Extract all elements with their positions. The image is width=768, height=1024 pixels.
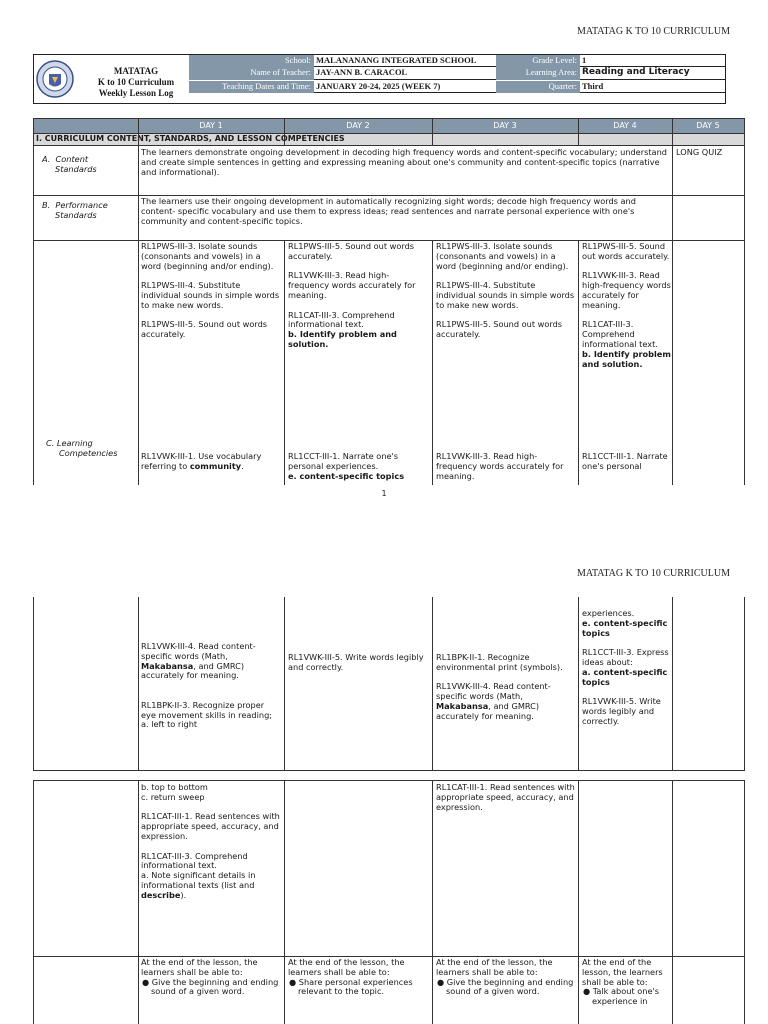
page-number: 1 [381,489,387,498]
column-divider [432,781,433,1024]
teaching-dates-label: Teaching Dates and Time: [189,81,314,93]
column-divider [578,240,579,485]
curriculum-table-page-1 [33,118,745,485]
logo-line-2: K to 10 Curriculum [97,77,175,87]
objective-intro: At the end of the lesson, the learners shall be able to: [141,957,261,977]
quarter-value: Third [580,81,725,93]
competency-text: ). [180,889,187,900]
day-4-competencies-bottom: RL1CCT-III-1. Narrate one's personal [582,451,671,471]
column-divider [284,781,285,1024]
empty-header-cell [34,119,138,133]
column-divider [672,240,673,485]
day-4-objectives [582,958,670,1007]
competency-text: . [241,460,244,471]
day-3-header: DAY 3 [432,119,578,133]
objective-text: Talk about one's experience in [592,986,662,1007]
grade-level-label: Grade Level: [496,55,580,67]
day-4-header: DAY 4 [578,119,672,133]
logo-line-3: Weekly Lesson Log [98,88,174,98]
day-1-header: DAY 1 [138,119,284,133]
competency-text: RL1PWS-III-5. Sound out words accurately. RL1VWK-III-3. Read high-frequency words accurately for meaning. RL1CAT-III-3. Comprehend informational text. [582,241,671,349]
objective-bullet: ● Share personal experiences relevant to the topic. [289,976,416,997]
competency-text: experiences. [582,608,635,618]
teacher-label: Name of Teacher: [189,67,314,80]
deped-seal-icon [36,57,74,101]
column-divider [432,119,433,145]
curriculum-table-page-2b [33,780,745,1024]
row-divider [34,145,744,146]
column-divider [138,781,139,1024]
column-divider [432,597,433,770]
school-value: MALANANANG INTEGRATED SCHOOL [314,55,496,67]
day-2-objectives [288,958,430,997]
competency-bold: Makabansa [436,700,489,711]
competency-text: b. top to bottom c. return sweep RL1CAT-III-1. Read sentences with appropriate speed, accuracy, and expression. RL1CAT-III-3. Comprehend informational text. a. Note significant details in informational texts (list and [141,782,280,890]
column-divider [138,119,139,485]
competency-text: RL1VWK-III-5. Write words legibly and correctly. [582,696,664,726]
column-divider [432,240,433,485]
performance-standards-label: B. Performance Standards [42,200,108,220]
day-2-header: DAY 2 [284,119,432,133]
competency-bold: a. content-specific topics [582,666,671,687]
competency-bold: e. content-specific topics [582,617,671,638]
competency-bold: b. Identify problem and solution. [288,329,400,349]
competency-text: , and GMRC) accurately for meaning. [436,700,542,721]
column-divider [578,781,579,1024]
column-divider [284,240,285,485]
curriculum-table-page-2a [33,597,745,771]
row-divider [34,133,744,134]
school-label: School: [189,55,314,67]
competency-bold: b. Identify problem and solution. [582,348,674,369]
day-3-competencies-top: RL1PWS-III-3. Isolate sounds (consonants and vowels) in a word (beginning and/or ending). RL1PWS-III-4. Substitute individual sounds in simple words to make new words. RL1PWS-III-5. Sound out words accurately. [436,241,575,340]
content-standards-text: The learners demonstrate ongoing development in decoding high frequency words and content-specific vocabulary; understand and create simple sentences in getting and expressing meaning about one's community and content-specific topics (narrative and informational). [141,147,670,177]
day-2-competencies-bottom [288,452,430,481]
column-divider [284,597,285,770]
day-1-objectives [141,958,281,997]
day-3-competencies-bottom: RL1VWK-III-3. Read high-frequency words accurately for meaning. [436,451,567,481]
competency-bold: Makabansa [141,660,194,671]
objective-bullet: ● Talk about one's experience in [583,986,662,1007]
competency-bold: community [189,460,242,471]
teacher-value: JAY-ANN B. CARACOL [314,67,496,80]
competency-text: RL1CCT-III-3. Express ideas about: [582,647,672,667]
logo-line-1: MATATAG [113,66,159,76]
day-2-competencies-top [288,242,430,350]
content-standards-label: A. Content Standards [42,154,97,174]
day-3-objectives [436,958,576,997]
column-divider [578,119,579,145]
objective-intro: At the end of the lesson, the learners shall be able to: [582,957,666,987]
competency-text: RL1VWK-III-1. Use vocabulary referring to [141,451,265,471]
column-divider [672,119,673,240]
section-title: I. CURRICULUM CONTENT, STANDARDS, AND LESSON COMPETENCIES [34,133,744,145]
day-5-long-quiz: LONG QUIZ [676,147,723,157]
column-divider [578,597,579,770]
competency-text: RL1CCT-III-1. Narrate one's personal experiences. [288,451,401,471]
competency-text: , and GMRC) accurately for meaning. RL1BPK-II-3. Recognize proper eye movement skills in reading; a. left to right [141,660,273,730]
column-divider [284,119,285,145]
day-2-competencies-cont: RL1VWK-III-5. Write words legibly and correctly. [288,652,427,672]
day-4-competencies-top [582,242,672,369]
objective-intro: At the end of the lesson, the learners shall be able to: [288,957,408,977]
teaching-dates-value: JANUARY 20-24, 2025 (WEEK 7) [314,81,496,93]
day-1-competencies-top: RL1PWS-III-3. Isolate sounds (consonants and vowels) in a word (beginning and/or ending). RL1PWS-III-4. Substitute individual sounds in simple words to make new words. RL1PWS-III-5. Sound out words accurately. [141,241,280,340]
column-divider [138,597,139,770]
learning-competencies-label: C. Learning Competencies [46,438,118,458]
day-1-competencies-cont [141,642,281,730]
day-3-competencies-cont-2: RL1CAT-III-1. Read sentences with appropriate speed, accuracy, and expression. [436,782,578,812]
learning-area-value: Reading and Literacy [580,67,725,80]
column-divider [672,597,673,770]
competency-bold: describe [141,889,181,900]
learning-area-label: Learning Area: [496,67,580,80]
day-3-competencies-cont [436,653,576,722]
quarter-label: Quarter: [496,81,580,93]
column-divider [672,781,673,1024]
header-logo-text [80,66,192,99]
objective-text: Give the beginning and ending sound of a given word. [446,976,576,997]
running-header: MATATAG K TO 10 CURRICULUM [576,568,730,579]
performance-standards-text: The learners use their ongoing development in automatically recognizing sight words; decode high frequency words and content- specific vocabulary and use them to express ideas; read sentences and narrate personal experience with one's community and content-specific topics. [141,196,639,226]
day-1-competencies-cont-2 [141,783,281,901]
objective-bullet: ● Give the beginning and ending sound of a given word. [142,976,281,997]
day-4-competencies-cont [582,609,672,727]
objective-bullet: ● Give the beginning and ending sound of a given word. [437,976,576,997]
running-header: MATATAG K TO 10 CURRICULUM [576,26,730,37]
competency-bold: e. content-specific topics [288,470,405,481]
objective-intro: At the end of the lesson, the learners shall be able to: [436,957,556,977]
competency-text: RL1PWS-III-5. Sound out words accurately. RL1VWK-III-3. Read high-frequency words accurately for meaning. RL1CAT-III-3. Comprehend informational text. [288,241,416,330]
day-5-header: DAY 5 [672,119,744,133]
competency-text: RL1BPK-II-1. Recognize environmental print (symbols). RL1VWK-III-4. Read content- specific words (Math, [436,652,563,702]
day-1-competencies-bottom [141,452,281,472]
grade-level-value: 1 [580,55,725,67]
competency-text: RL1VWK-III-4. Read content- specific words (Math, [141,641,259,661]
objective-text: Share personal experiences relevant to the topic. [298,976,416,997]
objective-text: Give the beginning and ending sound of a given word. [151,976,281,997]
